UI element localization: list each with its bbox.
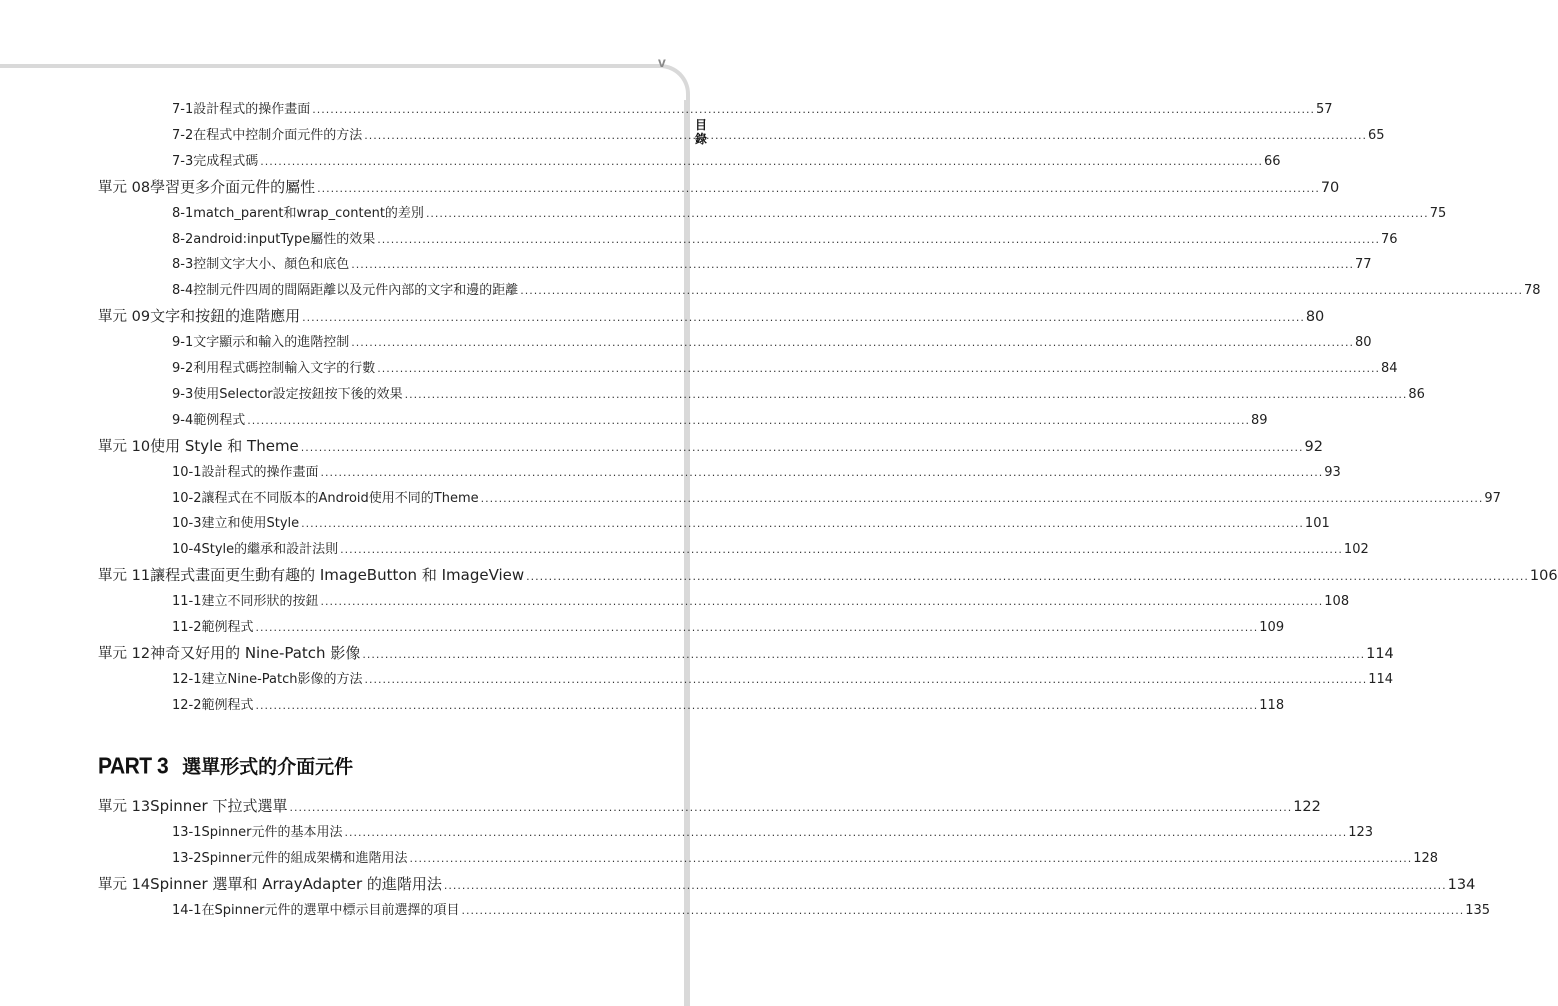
toc-section-number: 8-4 [172,283,194,299]
toc-section-row [172,202,1447,221]
toc-leader-dots [377,362,1380,375]
toc-leader-dots [321,466,1324,479]
toc-page-number: 128 [1413,850,1439,866]
toc-chapter-row [98,642,1394,663]
toc-entry-title: 建立和使用Style [201,516,300,532]
toc-leader-dots [377,233,1380,246]
toc-leader-dots [340,543,1343,556]
toc-section-number: 10-2 [172,490,202,506]
toc-unit-label: 單元 08 [98,179,151,196]
toc-leader-dots [461,904,1464,917]
toc-leader-dots [481,492,1484,505]
toc-section-number: 7-1 [172,102,194,117]
toc-section-row [172,668,1394,687]
toc-page-number: 65 [1368,127,1385,143]
toc-entry-title: Spinner 下拉式選單 [150,797,288,815]
toc-entry-title: 建立不同形狀的按鈕 [201,594,319,610]
toc-page-number: 57 [1316,102,1333,117]
toc-entry-title: 在程式中控制介面元件的方法 [193,127,363,143]
toc-section-row [172,590,1350,610]
toc-page-number: 76 [1381,231,1398,247]
toc-section-number: 8-1 [172,205,194,221]
toc-section-number: 10-3 [172,516,202,532]
toc-page-number: 84 [1381,361,1398,376]
toc-entry-title: 使用Selector設定按鈕按下後的效果 [193,386,403,402]
toc-section-row [172,383,1425,402]
toc-section-row [172,279,1541,299]
toc-leader-dots [351,336,1354,349]
toc-leader-dots [364,129,1367,142]
toc-page-number: 122 [1293,799,1321,815]
toc-entry-title: 範例程式 [193,412,246,428]
part-title: 選單形式的介面元件 [182,756,354,778]
toc-leader-dots [301,441,1304,454]
toc-leader-dots [321,595,1324,608]
toc-leader-dots [301,517,1304,530]
toc-leader-dots [405,388,1408,401]
toc-leader-dots [344,826,1347,839]
toc-page-number: 93 [1324,464,1341,480]
toc-unit-label: 單元 12 [98,645,151,662]
toc-section-number: 7-2 [172,127,194,143]
toc-entry-title: 建立Nine-Patch影像的方法 [201,671,363,687]
toc-page-number: 92 [1304,438,1323,455]
toc-entry-title: 控制文字大小、顏色和底色 [193,257,350,273]
toc-entry-title: 範例程式 [201,697,254,713]
toc-chapter-row [98,305,1325,326]
toc-page-number: 86 [1408,386,1425,402]
toc-entry-title: 利用程式碼控制輸入文字的行數 [193,361,376,376]
toc-section-number: 10-1 [172,464,202,480]
toc-leader-dots [351,258,1354,271]
toc-section-row [172,616,1285,635]
toc-page-number: 118 [1259,697,1285,713]
toc-leader-dots [409,852,1412,865]
toc-section-row [172,150,1281,169]
toc-page-number: 102 [1343,542,1369,558]
toc-entry-title: match_parent和wrap_content的差別 [193,205,424,221]
toc-leader-dots [312,103,1315,116]
toc-chapter-row [98,176,1340,197]
toc-section-row [172,487,1501,506]
toc-entry-title: Style的繼承和設計法則 [201,542,339,558]
toc-entry-title: 神奇又好用的 Nine-Patch 影像 [150,643,361,662]
toc-section-row [172,694,1285,713]
toc-page-number: 66 [1264,153,1281,169]
toc-page-number: 106 [1529,568,1558,585]
toc-section-number: 8-2 [172,231,194,247]
toc-leader-dots [317,182,1320,195]
toc-entry-title: 範例程式 [201,620,254,635]
toc-unit-label: 單元 10 [98,438,151,455]
toc-unit-label: 單元 09 [98,309,151,326]
toc-leader-dots [247,414,1250,427]
toc-page-number: 114 [1366,645,1394,662]
toc-entry-title: 控制元件四周的間隔距離以及元件內部的文字和邊的距離 [193,283,519,299]
toc-page-number: 70 [1320,179,1340,196]
toc-section-number: 9-1 [172,335,194,351]
toc-leader-dots [256,621,1259,634]
toc-section-number: 11-1 [172,594,202,610]
toc-page-number: 75 [1429,205,1447,221]
toc-chapter-row [98,873,1476,894]
toc-page-number: 80 [1355,335,1372,351]
toc-entry-title: 文字和按鈕的進階應用 [150,307,301,326]
toc-section-number: 9-4 [172,412,194,428]
toc-page-number: 123 [1348,824,1374,840]
toc-page-number: 114 [1368,671,1394,687]
toc-section-row [172,228,1398,247]
toc-section-row [172,98,1333,117]
toc-unit-label: 單元 13 [98,799,151,815]
toc-leader-dots [260,155,1263,168]
toc-page-number: 77 [1355,257,1372,273]
toc-chapter-row [98,435,1323,456]
toc-chapter-row [98,564,1558,585]
toc-entry-title: 在Spinner元件的選單中標示目前選擇的項目 [201,902,460,918]
toc-leader-dots [365,673,1368,686]
toc-entry-title: 讓程式在不同版本的Android使用不同的Theme [201,490,479,506]
header-rule [0,64,662,68]
toc-section-number: 8-3 [172,257,194,273]
toc-leader-dots [289,801,1292,814]
toc-section-row [172,512,1330,532]
toc-page-number: 97 [1484,490,1501,506]
toc-page-number: 135 [1465,902,1491,918]
toc-section-number: 10-4 [172,542,202,558]
toc-section-row [172,253,1372,273]
toc-section-number: 11-2 [172,620,202,635]
toc-page-number: 80 [1305,309,1325,326]
toc-leader-dots [526,570,1529,583]
toc-page-number: 134 [1447,876,1476,893]
toc-page-number: 108 [1324,594,1350,610]
toc-leader-dots [520,284,1523,297]
toc-section-number: 13-1 [172,824,202,840]
toc-chapter-row [98,795,1321,816]
toc-section-row [172,461,1341,480]
toc-leader-dots [362,648,1365,661]
toc-entry-title: 設計程式的操作畫面 [193,102,311,117]
toc-entry-title: 使用 Style 和 Theme [150,436,299,455]
toc-section-row [172,409,1268,428]
toc-entry-title: Spinner 選單和 ArrayAdapter 的進階用法 [150,874,442,893]
toc-section-number: 14-1 [172,902,202,918]
toc-section-number: 12-1 [172,671,202,687]
toc-entry-title: 設計程式的操作畫面 [201,464,319,480]
toc-section-row [172,538,1369,558]
toc-section-row [172,899,1491,918]
toc-leader-dots [426,207,1429,220]
toc-section-row [172,821,1374,840]
toc-leader-dots [256,699,1259,712]
toc-section-number: 12-2 [172,697,202,713]
toc-unit-label: 單元 11 [98,568,151,585]
toc-leader-dots [302,311,1305,324]
toc-entry-title: 讓程式畫面更生動有趣的 ImageButton 和 ImageView [150,566,525,585]
toc-section-row [172,357,1398,376]
header-rule-corner [660,64,690,104]
toc-leader-dots [444,879,1447,892]
toc-page-number: 101 [1304,516,1330,532]
toc-section-number: 7-3 [172,153,194,169]
toc-page-number: 89 [1251,412,1268,428]
toc-entry-title: 文字顯示和輸入的進階控制 [193,335,350,351]
toc-unit-label: 單元 14 [98,876,151,893]
toc-entry-title: 學習更多介面元件的屬性 [150,177,316,196]
toc-section-row [172,331,1372,351]
page-number: v [658,54,666,70]
part-heading [98,752,353,779]
part-label: PART 3 [98,753,169,780]
toc-page-number: 109 [1259,620,1285,635]
toc-entry-title: Spinner元件的基本用法 [201,824,343,840]
toc-page-number: 78 [1524,283,1541,299]
toc-entry-title: 完成程式碼 [193,153,259,169]
toc-section-number: 9-3 [172,386,194,402]
toc-section-number: 9-2 [172,361,194,376]
toc-entry-title: android:inputType屬性的效果 [193,231,376,247]
side-tab-label: 目錄 [694,118,707,146]
toc-section-row [172,847,1439,866]
toc-section-number: 13-2 [172,850,202,866]
toc-entry-title: Spinner元件的組成架構和進階用法 [201,850,408,866]
